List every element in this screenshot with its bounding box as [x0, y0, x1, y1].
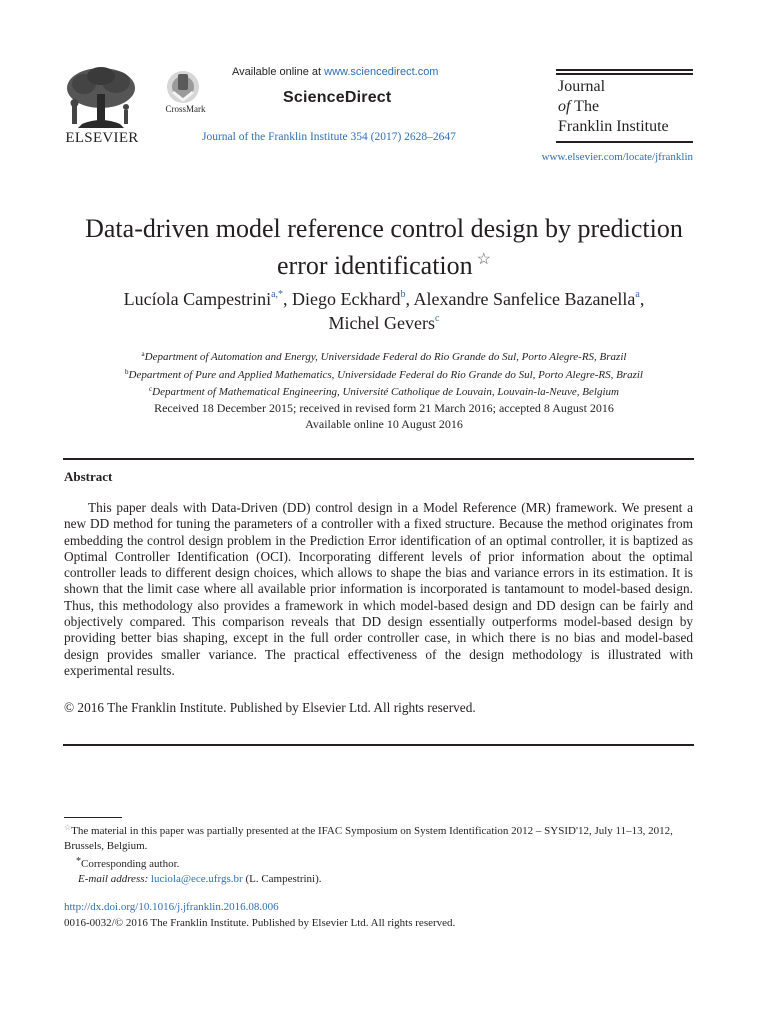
footnotes	[64, 820, 695, 887]
author-name: Diego Eckhard	[292, 289, 401, 309]
footnote-email	[78, 872, 695, 887]
corresponding-marker: *	[76, 856, 81, 867]
affiliation-text: Department of Mathematical Engineering, Université Catholique de Louvain, Louvain-la-Neuve, Belgium	[152, 386, 619, 398]
journal-title-of: of	[558, 98, 571, 115]
abstract-top-rule	[63, 458, 694, 460]
email-label: E-mail address:	[78, 873, 151, 885]
crossmark-icon[interactable]	[163, 70, 203, 106]
doi-link[interactable]: http://dx.doi.org/10.1016/j.jfranklin.2016.08.006	[64, 901, 279, 913]
affiliation-text: Department of Automation and Energy, Universidade Federal do Rio Grande do Sul, Porto Alegre-RS, Brazil	[144, 351, 627, 363]
article-title	[40, 213, 728, 281]
available-online-line	[232, 66, 438, 78]
journal-title-block	[556, 69, 693, 137]
author-separator: ,	[639, 289, 645, 309]
abstract-copyright: © 2016 The Franklin Institute. Published by Elsevier Ltd. All rights reserved.	[64, 700, 476, 715]
journal-title-rule-top	[556, 69, 693, 71]
sciencedirect-logo-text: ScienceDirect	[283, 89, 392, 106]
author-separator: ,	[405, 289, 414, 309]
journal-citation[interactable]: Journal of the Franklin Institute 354 (2017) 2628–2647	[202, 131, 456, 143]
footnote-corresponding	[76, 854, 695, 872]
journal-url-link[interactable]: www.elsevier.com/locate/jfranklin	[541, 151, 693, 163]
journal-title-rule-top-2	[556, 73, 693, 75]
article-history	[40, 401, 728, 432]
footnote-star-marker: ☆	[64, 823, 72, 832]
journal-title-line2	[558, 97, 693, 117]
journal-title-the: The	[570, 98, 600, 115]
footnote-star-text: The material in this paper was partially presented at the IFAC Symposium on System Identification 2012 – SYSID'12, July 11–13, 2012, Brussels, Belgium.	[64, 825, 673, 852]
affiliation-marker: a	[141, 350, 145, 358]
author-name: Alexandre Sanfelice Bazanella	[413, 289, 636, 309]
corresponding-text: Corresponding author.	[81, 858, 180, 870]
author-name: Lucíola Campestrini	[123, 289, 272, 309]
author-affiliation-link[interactable]: c	[435, 313, 440, 324]
author-affiliation-link[interactable]: a	[635, 289, 640, 300]
received-dates: Received 18 December 2015; received in revised form 21 March 2016; accepted 8 August 2016	[154, 401, 614, 415]
title-star-footnote-link[interactable]: ☆	[476, 251, 491, 268]
article-title-line2: error identification	[277, 251, 473, 280]
email-owner: (L. Campestrini).	[242, 873, 322, 885]
issn-copyright: 0016-0032/© 2016 The Franklin Institute. Published by Elsevier Ltd. All rights reserved.	[64, 917, 456, 929]
affiliation-item	[40, 365, 728, 383]
footnote-star	[64, 820, 695, 854]
affiliation-marker: b	[125, 367, 129, 376]
email-link[interactable]: luciola@ece.ufrgs.br	[150, 873, 243, 885]
sciencedirect-url-link[interactable]: www.sciencedirect.com	[324, 66, 439, 78]
author-list	[40, 287, 728, 335]
journal-title-line1: Journal	[558, 78, 606, 95]
author-affiliation-link[interactable]: a,*	[271, 289, 284, 300]
affiliation-item	[40, 347, 728, 365]
article-footer	[64, 899, 455, 931]
available-online-prefix: Available online at	[232, 66, 325, 78]
abstract-body: This paper deals with Data-Driven (DD) control design in a Model Reference (MR) framework. We present a new DD method for tuning the parameters of a controller with a fixed structure. Because the method originates from embedding the control design problem in the Prediction Error identification of an optimal controller, it is baptized as Optimal Controller Identification (OCI). Incorporating different levels of prior information about the optimal controller leads to different design choices, which allows to shape the bias and variance errors in its estimation. It is shown that the limit case where all available prior information is incorporated is tantamount to model-based design. Thus, this methodology also provides a framework in which model-based design and DD design can be fairly and objectively compared. This comparison reveals that DD design essentially outperforms model-based design by providing better bias shaping, except in the full order controller case, in which there is no bias and model-based design provides smaller variance. The practical effectiveness of the design methodology is illustrated with experimental results.	[64, 500, 693, 678]
abstract-heading: Abstract	[64, 469, 113, 484]
journal-title-rule-bottom	[556, 141, 693, 143]
author-affiliation-link[interactable]: b	[400, 289, 406, 300]
affiliation-marker: c	[149, 385, 153, 393]
publisher-name: ELSEVIER	[65, 130, 139, 146]
crossmark-label: CrossMark	[165, 104, 206, 114]
author-name: Michel Gevers	[328, 313, 435, 333]
affiliation-item	[40, 382, 728, 400]
affiliation-text: Department of Pure and Applied Mathematics, Universidade Federal do Rio Grande do Sul, Porto Alegre-RS, Brazil	[128, 368, 643, 381]
abstract-bottom-rule	[63, 744, 694, 746]
footnote-rule	[64, 817, 122, 818]
available-online-date: Available online 10 August 2016	[305, 416, 463, 431]
affiliations	[40, 347, 728, 400]
article-title-line1: Data-driven model reference control design by prediction	[85, 214, 683, 243]
author-separator: ,	[283, 289, 293, 309]
journal-title-line3: Franklin Institute	[558, 118, 669, 135]
